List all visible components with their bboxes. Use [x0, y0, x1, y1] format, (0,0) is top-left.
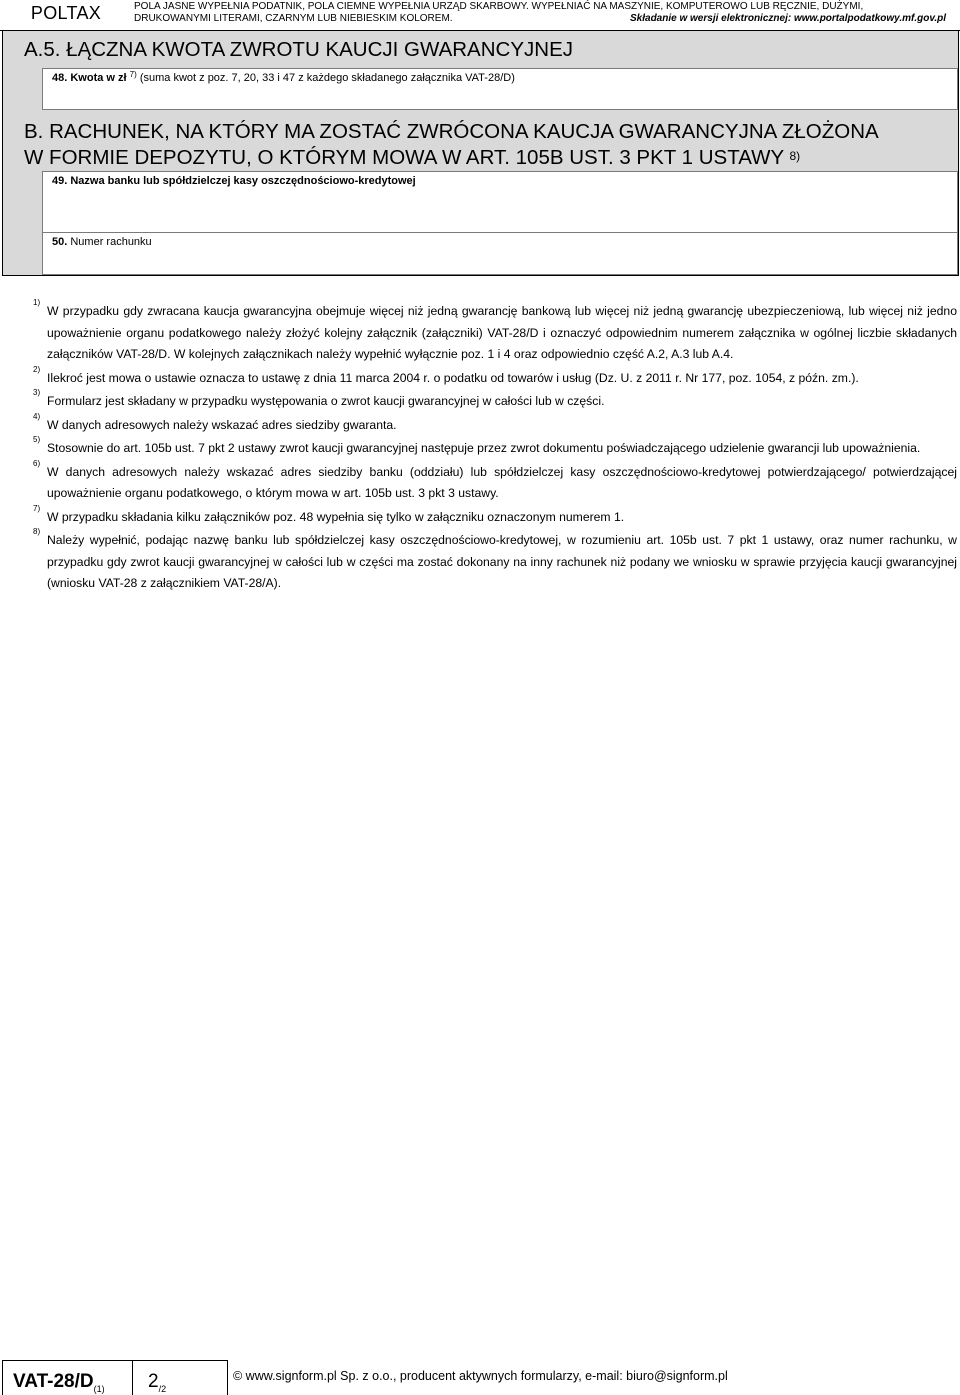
fill-instructions-line1: POLA JASNE WYPEŁNIA PODATNIK, POLA CIEMNE WYPEŁNIA URZĄD SKARBOWY. WYPEŁNIAĆ NA MASZYNIE, KOMPUTEROWO LUB RĘCZNIE, DUŻYMI, — [134, 1, 864, 12]
field-50-label: 50. Numer rachunku — [52, 236, 152, 248]
footnote-item — [33, 527, 957, 595]
footnote-text: W danych adresowych należy wskazać adres siedziby banku (oddziału) lub spółdzielczej kasy oszczędnościowo-kredytowej potwierdzającego/ potwierdzającej upoważnienie organu podatkowego, o którym mowa w art. 105b ust. 3 pkt 3 ustawy. — [47, 464, 957, 500]
footnote-text: Ilekroć jest mowa o ustawie oznacza to ustawę z dnia 11 marca 2004 r. o podatku od towarów i usług (Dz. U. z 2011 r. Nr 177, poz. 1054, z późn. zm.). — [47, 370, 859, 385]
footnote-item — [33, 364, 957, 390]
copyright-notice: © www.signform.pl Sp. z o.o., producent aktywnych formularzy, e-mail: biuro@signform.pl — [233, 1369, 728, 1383]
footnote-text: W przypadku składania kilku załączników poz. 48 wypełnia się tylko w załączniku oznaczonym numerem 1. — [47, 509, 625, 524]
footnote-item — [33, 503, 957, 529]
footnote-item — [33, 458, 957, 505]
footnote-text: Należy wypełnić, podając nazwę banku lub spółdzielczej kasy oszczędnościowo-kredytowej, w rozumieniu art. 105b ust. 7 pkt 1 ustawy, oraz numer rachunku, w przypadku gdy zwrot kaucji gwarancyjnej w całości lub w części ma zostać dokonany na inny rachunek niż podany we wniosku w sprawie przyjęcia kaucji gwarancyjnej (wniosku VAT-28 z załącznikiem VAT-28/A). — [47, 533, 957, 590]
footnote-item — [33, 388, 957, 413]
form-code: VAT-$28/D_{(1)}$ — [13, 1371, 105, 1394]
section-a5-title: A.5. ŁĄCZNA KWOTA ZWROTU KAUCJI GWARANCYJNEJ — [24, 38, 573, 61]
footnote-text: Formularz jest składany w przypadku występowania o zwrot kaucji gwarancyjnej w całości lub w części. — [47, 394, 605, 408]
footnote-number: 3) — [33, 388, 41, 397]
page-total: /2 — [158, 1383, 167, 1394]
section-b-title-line1: B. RACHUNEK, NA KTÓRY MA ZOSTAĆ ZWRÓCONA KAUCJA GWARANCYJNA ZŁOŻONA — [24, 120, 879, 143]
footnote-item — [33, 298, 957, 366]
form-version: (1) — [93, 1383, 105, 1394]
footnote-ref-8: 8) — [789, 149, 801, 163]
page-header — [0, 0, 960, 31]
form-sections — [2, 31, 959, 276]
footnote-number: 8) — [33, 527, 41, 536]
field-50-account-number[interactable] — [42, 232, 958, 275]
field-48-hint: (suma kwot z poz. 7, 20, 33 i 47 z każdego składanego załącznika VAT-28/D) — [139, 72, 515, 84]
section-b-title — [24, 119, 879, 171]
footnote-number: 5) — [33, 435, 41, 444]
footnote-number: 6) — [33, 458, 41, 468]
footnote-number: 7) — [33, 503, 41, 513]
footnote-text: W przypadku gdy zwracana kaucja gwarancyjna obejmuje więcej niż jedną gwarancję bankową lub więcej niż jedną gwarancję ubezpieczeniową, lub więcej niż jedno upoważnienie organu podatkowego należy złożyć kolejny załącznik (załączniki) VAT-28/D i oznaczyć odpowiednim numerem załącznika w ogólnej liczbie składanych załączników VAT-28/D. W kolejnych załącznikach należy wypełnić wyłącznie poz. 1 i 4 oraz odpowiednio część A.2, A.3 lub A.4. — [47, 304, 957, 361]
footer-divider — [132, 1361, 133, 1395]
poltax-logo: POLTAX — [30, 3, 102, 23]
fill-instructions-line2: DRUKOWANYMI LITERAMI, CZARNYM LUB NIEBIESKIM KOLOREM. — [134, 13, 453, 24]
field-48-amount[interactable] — [42, 68, 958, 110]
page-indicator: $2_{/2}$ — [148, 1371, 167, 1394]
footnote-number: 2) — [33, 364, 41, 374]
footnote-item — [33, 411, 957, 437]
footnote-ref-7: 7) — [129, 70, 137, 79]
footnote-number: 4) — [33, 411, 41, 421]
section-b-title-line2: W FORMIE DEPOZYTU, O KTÓRYM MOWA W ART. 105B UST. 3 PKT 1 USTAWY $^{8)}$ — [24, 146, 801, 169]
electronic-submission-link[interactable]: Składanie w wersji elektronicznej: www.portalpodatkowy.mf.gov.pl — [630, 13, 946, 24]
footnote-item — [33, 435, 957, 460]
field-48-label: 48. Kwota w zł $^{7)}$ (suma kwot z poz. 7, 20, 33 i 47 z każdego składanego załącznika VAT-28/D) — [52, 70, 515, 84]
footnote-text: W danych adresowych należy wskazać adres siedziby gwaranta. — [47, 417, 397, 432]
field-49-label: 49. Nazwa banku lub spółdzielczej kasy oszczędnościowo-kredytowej — [52, 175, 416, 187]
form-footer-box — [2, 1360, 228, 1395]
field-49-bank-name[interactable] — [42, 171, 958, 234]
footnotes-list — [33, 298, 957, 597]
footnote-text: Stosownie do art. 105b ust. 7 pkt 2 ustawy zwrot kaucji gwarancyjnej następuje przez zwrot dokumentu poświadczającego udzielenie gwarancji lub upoważnienia. — [47, 441, 921, 455]
footnote-number: 1) — [33, 298, 41, 307]
